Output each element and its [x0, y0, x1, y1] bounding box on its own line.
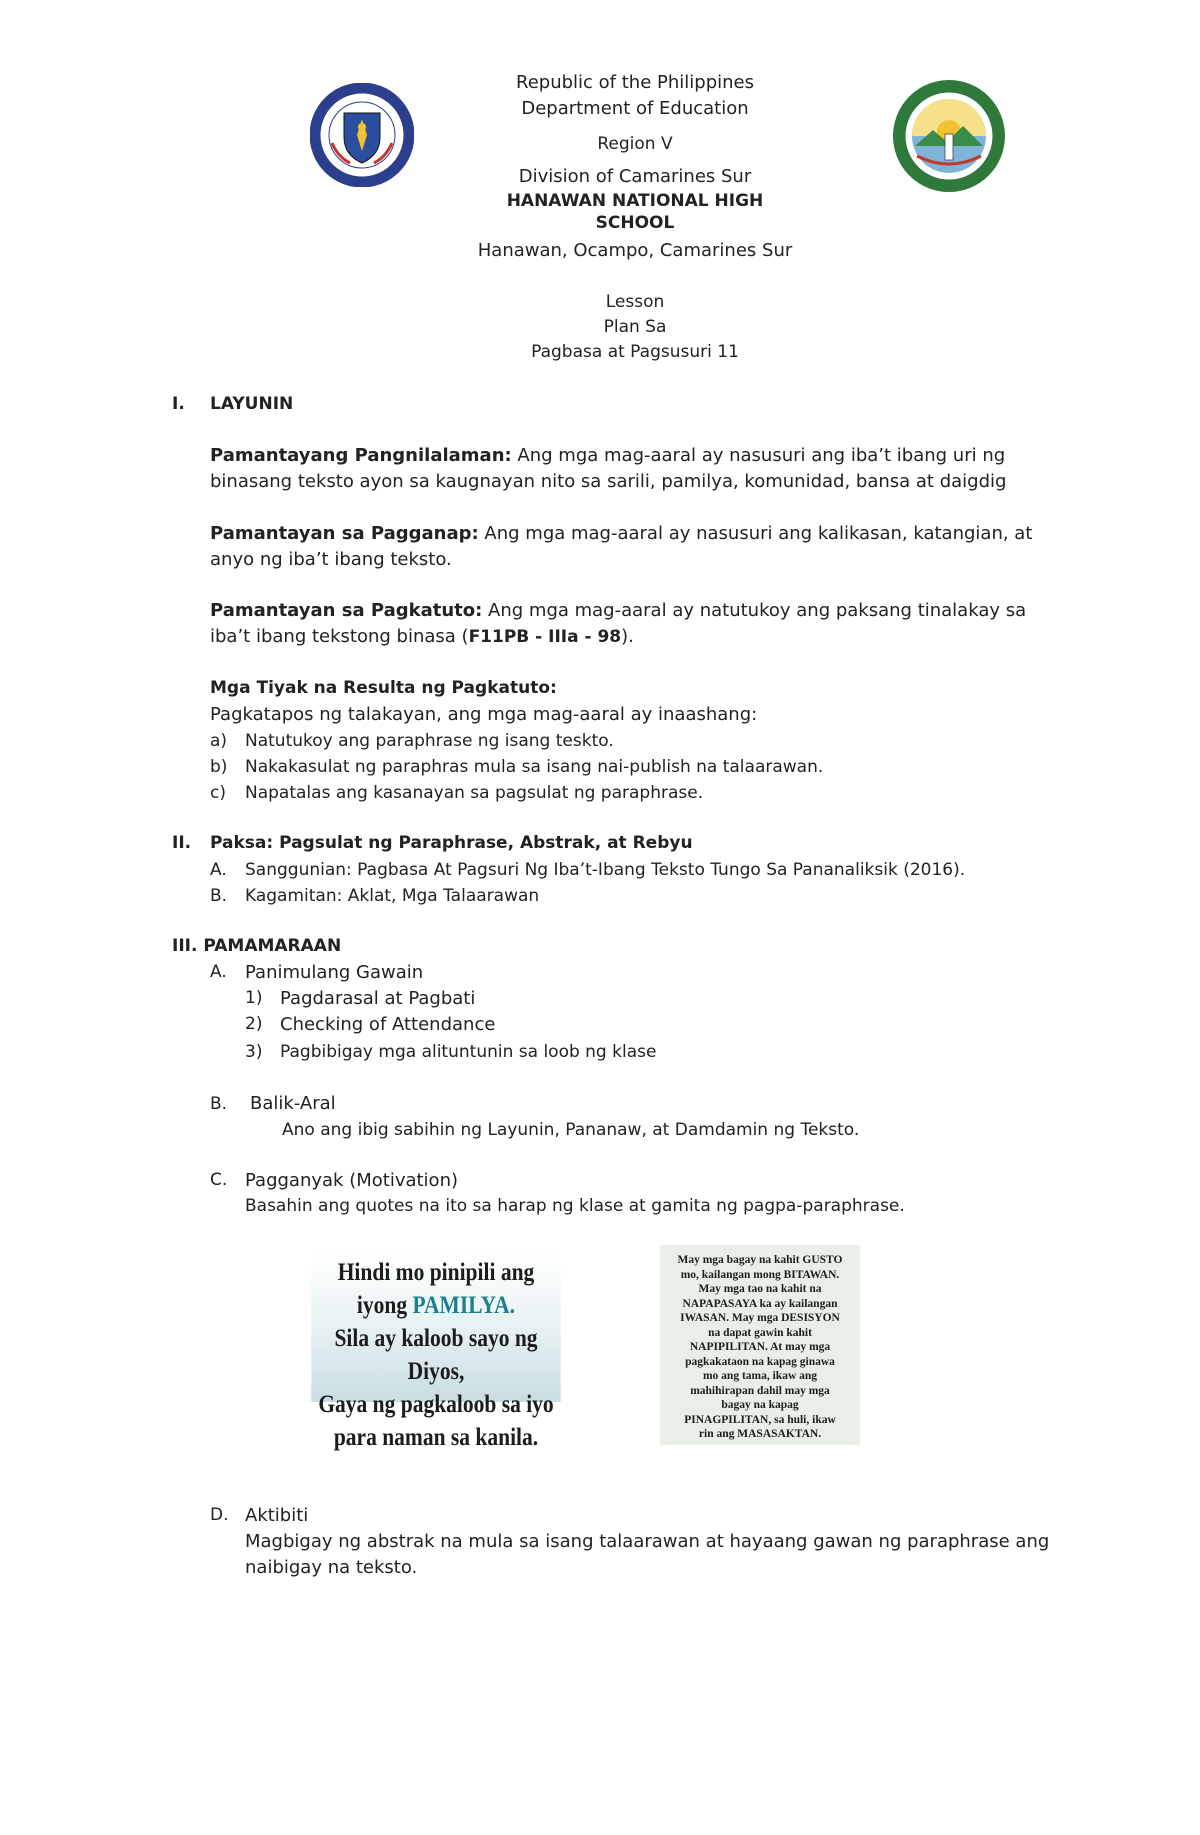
objective-item: Nakakasulat ng paraphras mula sa isang nai-publish na talaarawan. [245, 757, 824, 777]
objective-item: Natutukoy ang paraphrase ng isang teskto. [245, 731, 614, 751]
section-2-number: II. [172, 833, 192, 853]
objective-item: Napatalas ang kasanayan sa pagsulat ng paraphrase. [245, 783, 704, 803]
part-d-text-line1: Magbigay ng abstrak na mula sa isang talaarawan at hayaang gawan ng paraphrase ang [245, 1531, 1050, 1552]
specific-outcomes-heading: Mga Tiyak na Resulta ng Pagkatuto: [210, 678, 557, 698]
part-c-title: Pagganyak (Motivation) [245, 1170, 459, 1191]
lesson-plan-title-3: Pagbasa at Pagsusuri 11 [531, 342, 739, 362]
objective-marker-a: a) [210, 731, 228, 751]
performance-standard-line2: anyo ng iba’t ibang teksto. [210, 549, 452, 570]
activity-item: Pagdarasal at Pagbati [280, 988, 476, 1009]
learning-competency: Pamantayan sa Pagkatuto: Ang mga mag-aaral ay natutukoy ang paksang tinalakay sa [210, 600, 1027, 621]
part-b-text: Ano ang ibig sabihin ng Layunin, Pananaw, at Damdamin ng Teksto. [282, 1120, 860, 1140]
specific-outcomes-intro: Pagkatapos ng talakayan, ang mga mag-aaral ay inaashang: [210, 704, 758, 725]
header-republic: Republic of the Philippines [516, 72, 754, 93]
section-2-title: Paksa: Pagsulat ng Paraphrase, Abstrak, at Rebyu [210, 833, 693, 853]
part-d-title: Aktibiti [245, 1505, 309, 1526]
learning-competency-label: Pamantayan sa Pagkatuto: [210, 600, 483, 621]
lesson-plan-title-1: Lesson [605, 292, 665, 312]
part-a-title: Panimulang Gawain [245, 962, 424, 983]
section-1-number: I. [172, 394, 185, 414]
content-standard-label: Pamantayang Pangnilalaman: [210, 445, 512, 466]
part-c-text: Basahin ang quotes na ito sa harap ng klase at gamita ng pagpa-paraphrase. [245, 1196, 905, 1216]
header-department: Department of Education [521, 98, 749, 119]
learning-competency-line2: iba’t ibang tekstong binasa (F11PB - IIIa - 98). [210, 626, 634, 647]
part-a-marker: A. [210, 962, 227, 982]
school-address: Hanawan, Ocampo, Camarines Sur [477, 240, 793, 261]
section-1-title: LAYUNIN [210, 394, 294, 414]
performance-standard: Pamantayan sa Pagganap: Ang mga mag-aaral ay nasusuri ang kalikasan, katangian, at [210, 523, 1033, 544]
part-c-marker: C. [210, 1170, 228, 1190]
part-b-title: Balik-Aral [250, 1093, 336, 1114]
materials-marker: B. [210, 886, 228, 906]
activity-marker-3: 3) [245, 1042, 263, 1062]
header-region: Region V [597, 134, 673, 154]
activity-marker-2: 2) [245, 1014, 263, 1034]
part-d-text-line2: naibigay na teksto. [245, 1557, 418, 1578]
activity-item: Checking of Attendance [280, 1014, 496, 1035]
content-standard: Pamantayang Pangnilalaman: Ang mga mag-aaral ay nasusuri ang iba’t ibang uri ng [210, 445, 1006, 466]
school-name-line1: HANAWAN NATIONAL HIGH [506, 191, 764, 211]
performance-standard-label: Pamantayan sa Pagganap: [210, 523, 479, 544]
reference-text: Sanggunian: Pagbasa At Pagsuri Ng Iba’t-Ibang Teksto Tungo Sa Pananaliksik (2016). [245, 860, 966, 880]
section-3-title: III. PAMAMARAAN [172, 936, 342, 956]
activity-marker-1: 1) [245, 988, 263, 1008]
school-name-line2: SCHOOL [595, 213, 675, 233]
quote-image-letting-go: May mga bagay na kahit GUSTO mo, kailangan mong BITAWAN. May mga tao na kahit na NAPAPASAYA ka ay kailangan IWASAN. May mga DESISYON na dapat gawin kahit NAPIPILITAN. At may mga pagkakataon na kapag ginawa mo ang tama, ikaw ang mahihirapan dahil may mga bagay na kapag PINAGPILITAN, sa huli, ikaw rin ang MASASAKTAN. [660, 1245, 860, 1445]
header-division: Division of Camarines Sur [518, 166, 752, 187]
part-b-marker: B. [210, 1094, 228, 1114]
objective-marker-c: c) [210, 783, 226, 803]
content-standard-line2: binasang teksto ayon sa kaugnayan nito sa sarili, pamilya, komunidad, bansa at daigdig [210, 471, 1007, 492]
reference-marker: A. [210, 860, 227, 880]
quote-image-family: Hindi mo pinipili ang iyong PAMILYA. Sila ay kaloob sayo ng Diyos, Gaya ng pagkaloob sa iyo para naman sa kanila. [311, 1250, 560, 1402]
part-d-marker: D. [210, 1505, 229, 1525]
lesson-plan-title-2: Plan Sa [603, 317, 667, 337]
materials-text: Kagamitan: Aklat, Mga Talaarawan [245, 886, 540, 906]
competency-code: F11PB - IIIa - 98 [468, 627, 622, 647]
objective-marker-b: b) [210, 757, 228, 777]
activity-item: Pagbibigay mga alituntunin sa loob ng klase [280, 1042, 657, 1062]
